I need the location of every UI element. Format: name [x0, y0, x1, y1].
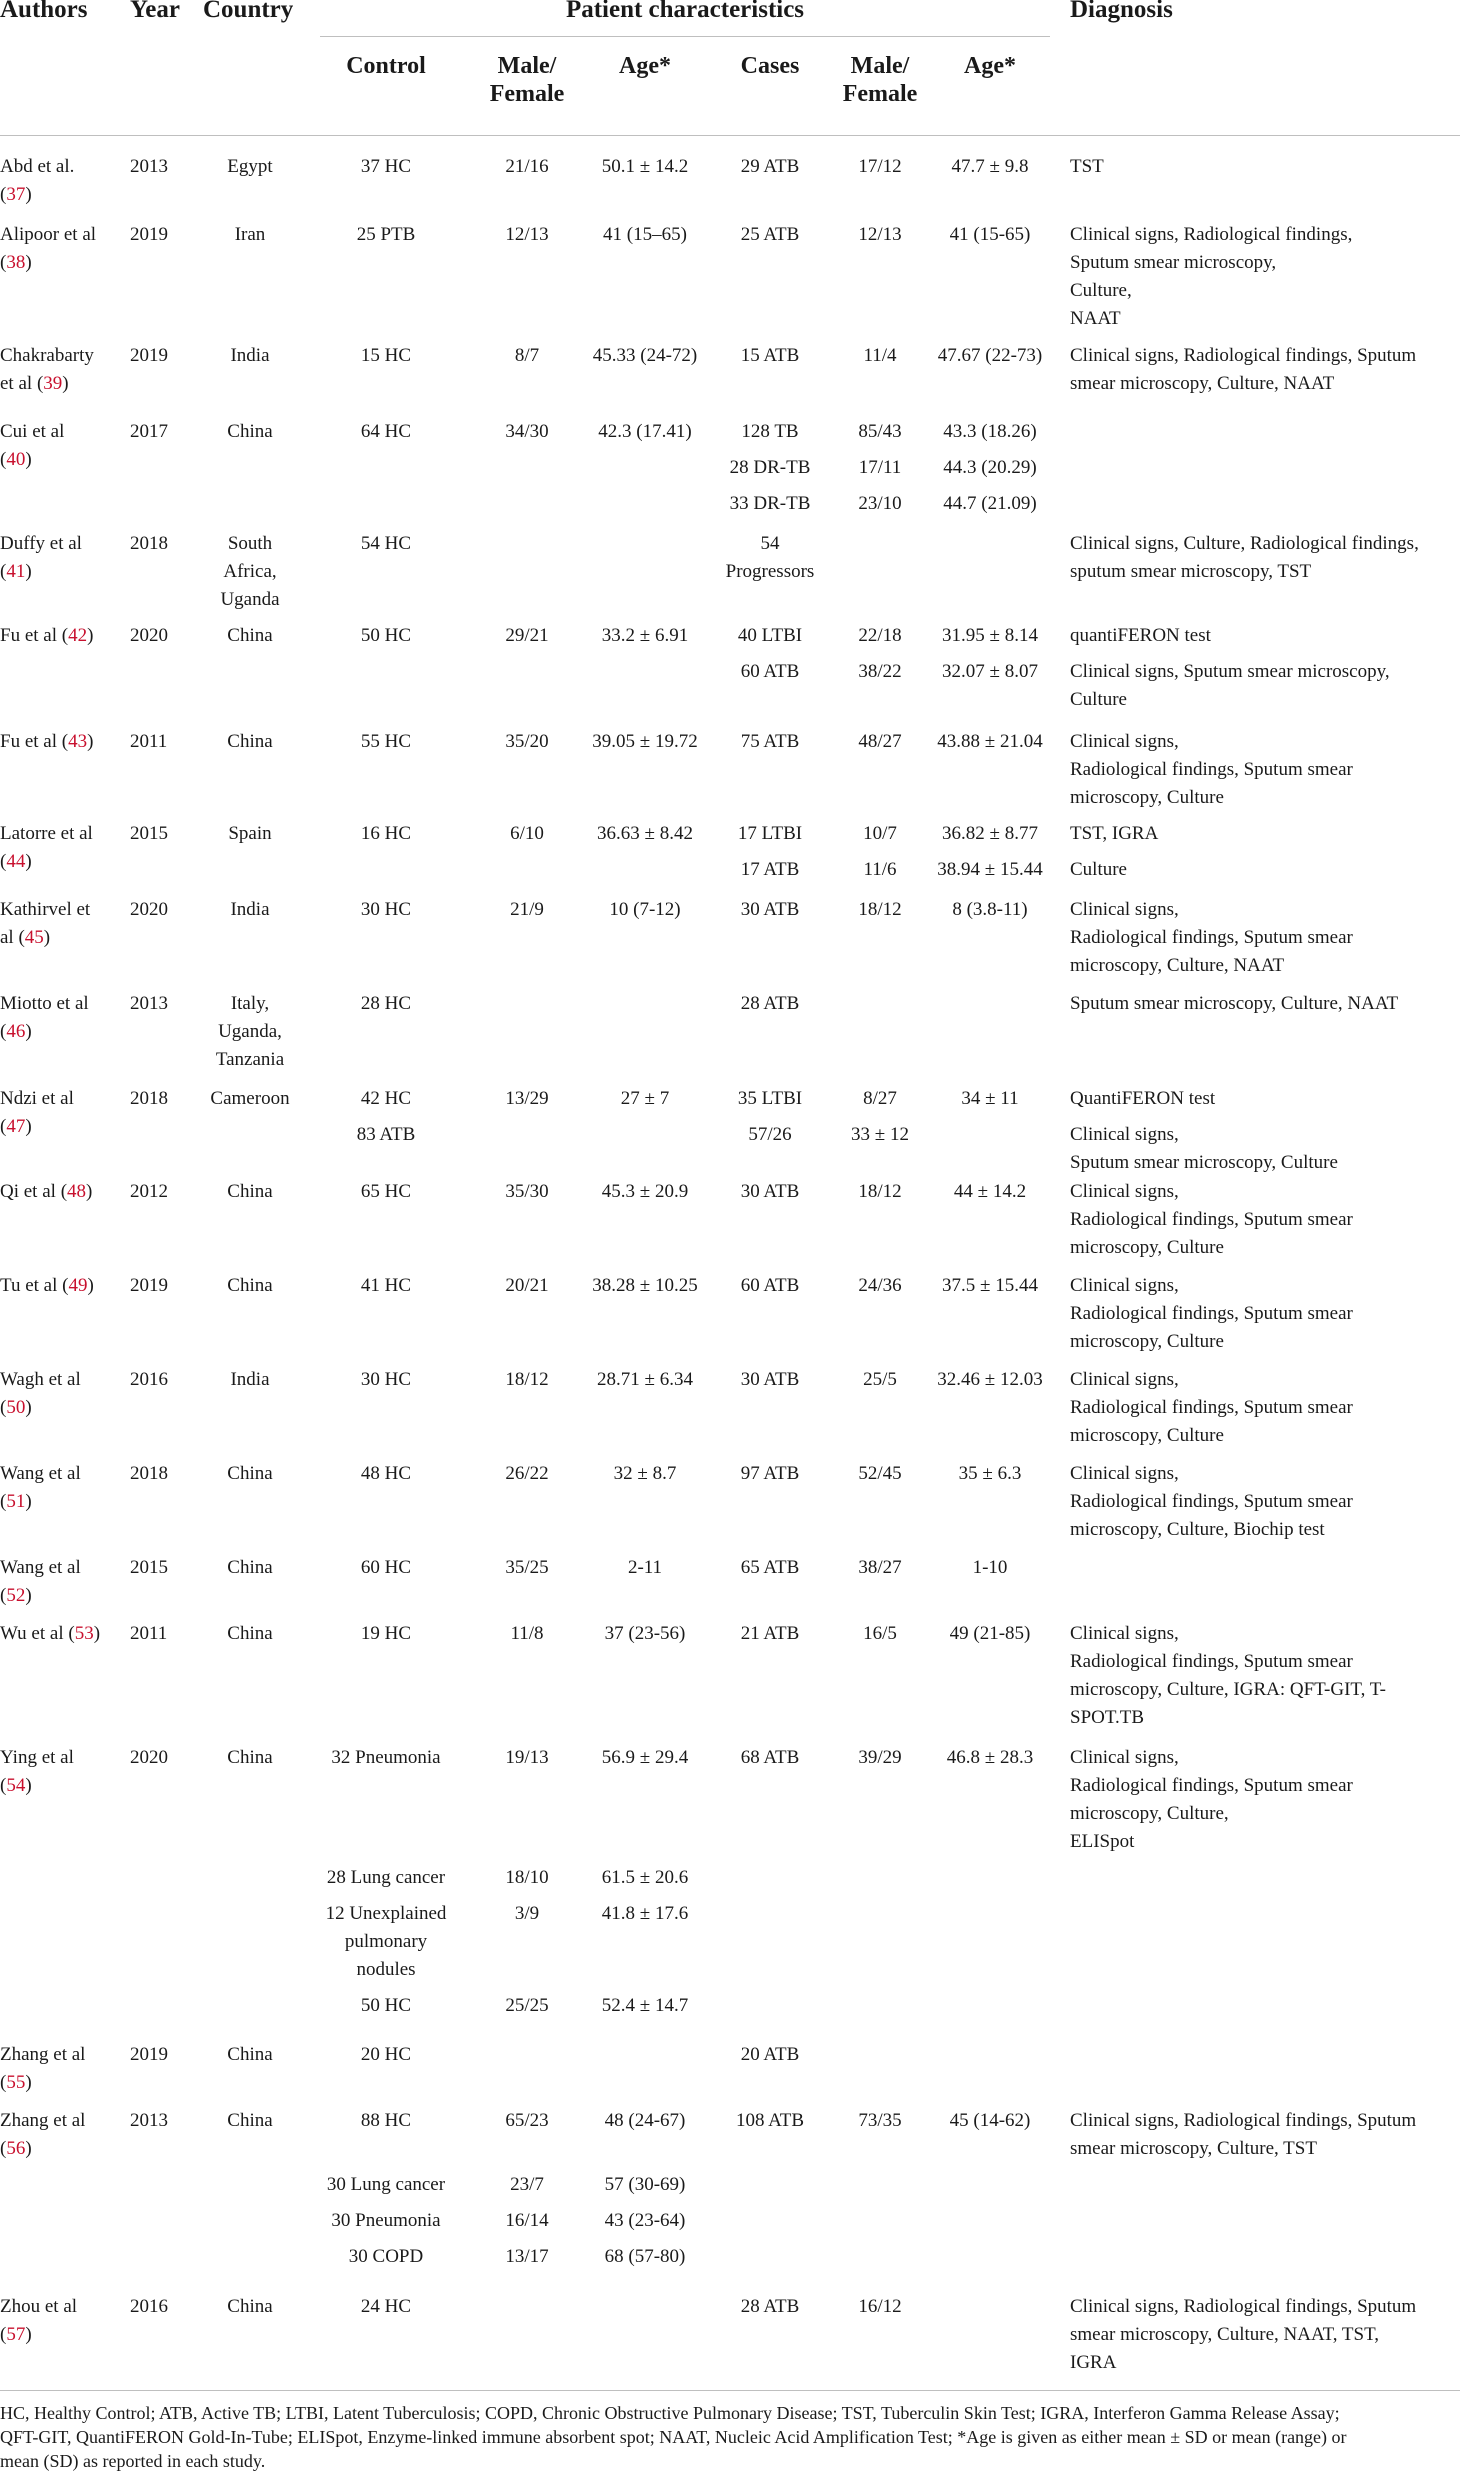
- control-sex-cell: 18/10: [505, 1867, 549, 1888]
- year-cell: 2019: [130, 2044, 168, 2065]
- control-sex-cell: 65/23: [505, 2110, 549, 2131]
- year-cell: 2019: [130, 345, 168, 366]
- author-cell: Wagh et al (50): [0, 1369, 81, 1418]
- country-cell: China: [227, 1181, 273, 1202]
- country-cell: China: [227, 1463, 273, 1484]
- cases-sex-cell: 18/12: [858, 899, 902, 920]
- cases-cell: 65 ATB: [740, 1557, 800, 1578]
- author-cell: Cui et al (40): [0, 421, 65, 470]
- author-cell: Kathirvel et al (45): [0, 899, 91, 948]
- footnote-line: HC, Healthy Control; ATB, Active TB; LTBI, Latent Tuberculosis; COPD, Chronic Obstructive Pulmonary Disease; TST, Tuberculin Skin Test; IGRA, Interferon Gamma Release Assay;: [0, 2403, 1340, 2423]
- control-age-cell: 48 (24-67): [604, 2110, 686, 2131]
- control-cell: 24 HC: [360, 2296, 412, 2317]
- year-cell: 2012: [130, 1181, 168, 1202]
- diagnosis-cell: Clinical signs, Radiological findings, Sputum smear microscopy, Culture, NAAT: [1070, 899, 1353, 976]
- control-age-cell: 57 (30-69): [604, 2174, 686, 2195]
- control-cell: 16 HC: [360, 823, 412, 844]
- cases-cell: 17 ATB: [740, 859, 800, 880]
- cases-cell: 28 DR-TB: [729, 457, 811, 478]
- cases-age-cell: 44.7 (21.09): [943, 493, 1037, 514]
- diagnosis-cell: Clinical signs, Radiological findings, Sputum smear microscopy, Culture, NAAT: [1070, 224, 1353, 329]
- diagnosis-cell: Clinical signs, Radiological findings, Sputum smear microscopy, Culture, TST: [1070, 2110, 1417, 2159]
- author-name: Tu et al: [0, 1275, 58, 1296]
- control-cell: 30 Lung cancer: [326, 2174, 446, 2195]
- subheader-male-female-cases: Male/ Female: [842, 53, 918, 107]
- cases-age-cell: 43.3 (18.26): [943, 421, 1037, 442]
- cases-sex-cell: 16/12: [858, 2296, 902, 2317]
- author-cell: Ndzi et al (47): [0, 1088, 74, 1137]
- control-sex-cell: 12/13: [505, 224, 549, 245]
- cases-age-cell: 46.8 ± 28.3: [946, 1747, 1034, 1768]
- cases-age-cell: 31.95 ± 8.14: [942, 625, 1038, 646]
- cases-cell: 17 LTBI: [737, 823, 803, 844]
- control-age-cell: 10 (7-12): [609, 899, 681, 920]
- cases-cell: 128 TB: [741, 421, 799, 442]
- reference-link[interactable]: 38: [6, 252, 26, 273]
- reference-link[interactable]: 54: [6, 1775, 26, 1796]
- control-cell: 30 HC: [360, 899, 412, 920]
- author-name: Qi et al: [0, 1181, 56, 1202]
- author-name: Alipoor et al: [0, 224, 97, 245]
- control-sex-cell: 23/7: [510, 2174, 544, 2195]
- diagnosis-cell: Culture: [1070, 859, 1127, 880]
- cases-cell: 33 DR-TB: [729, 493, 811, 514]
- author-cell: Zhang et al (56): [0, 2110, 86, 2159]
- control-cell: 50 HC: [360, 625, 412, 646]
- cases-age-cell: 44.3 (20.29): [943, 457, 1037, 478]
- control-cell: 32 Pneumonia: [331, 1747, 441, 1768]
- country-cell: China: [227, 625, 273, 646]
- cases-age-cell: 41 (15-65): [949, 224, 1031, 245]
- author-name: Zhang et al: [0, 2110, 86, 2131]
- control-age-cell: 41 (15–65): [603, 224, 687, 245]
- control-age-cell: 36.63 ± 8.42: [597, 823, 693, 844]
- country-cell: China: [227, 1557, 273, 1578]
- cases-age-cell: 36.82 ± 8.77: [942, 823, 1038, 844]
- cases-age-cell: 47.7 ± 9.8: [951, 156, 1029, 177]
- control-age-cell: 56.9 ± 29.4: [601, 1747, 689, 1768]
- control-age-cell: 37 (23-56): [604, 1623, 686, 1644]
- year-cell: 2015: [130, 1557, 168, 1578]
- cases-cell: 57/26: [748, 1124, 792, 1145]
- reference-link[interactable]: 48: [67, 1181, 87, 1202]
- author-cell: Fu et al (42): [0, 625, 94, 646]
- cases-age-cell: 32.07 ± 8.07: [942, 661, 1038, 682]
- cases-cell: 75 ATB: [740, 731, 800, 752]
- year-cell: 2016: [130, 2296, 168, 2317]
- country-cell: China: [227, 2110, 273, 2131]
- year-cell: 2018: [130, 533, 168, 554]
- reference-link[interactable]: 41: [6, 561, 26, 582]
- cases-sex-cell: 52/45: [858, 1463, 902, 1484]
- author-name: Wu et al: [0, 1623, 64, 1644]
- subheader-male-female-control: Male/ Female: [489, 53, 565, 107]
- country-cell: China: [227, 1747, 273, 1768]
- control-sex-cell: 3/9: [514, 1903, 540, 1924]
- reference-link[interactable]: 50: [6, 1397, 26, 1418]
- author-name: Fu et al: [0, 625, 57, 646]
- control-cell: 30 Pneumonia: [331, 2210, 441, 2231]
- control-cell: 28 HC: [360, 993, 412, 1014]
- control-age-cell: 68 (57-80): [604, 2246, 686, 2267]
- author-name: Wang et al: [0, 1557, 81, 1578]
- author-name: Wang et al: [0, 1463, 81, 1484]
- author-name: al: [0, 927, 14, 948]
- cases-age-cell: 47.67 (22-73): [937, 345, 1043, 366]
- reference-link[interactable]: 37: [6, 184, 26, 205]
- diagnosis-cell: Clinical signs, Sputum smear microscopy, Culture: [1070, 661, 1390, 710]
- header-rule: [0, 135, 1460, 136]
- cases-age-cell: 32.46 ± 12.03: [937, 1369, 1043, 1390]
- cases-cell: 29 ATB: [740, 156, 800, 177]
- diagnosis-cell: Clinical signs, Radiological findings, Sputum smear microscopy, Culture: [1070, 731, 1353, 808]
- cases-sex-cell: 22/18: [858, 625, 902, 646]
- control-age-cell: 45.3 ± 20.9: [601, 1181, 689, 1202]
- reference-link[interactable]: 52: [6, 1585, 26, 1606]
- diagnosis-cell: Sputum smear microscopy, Culture, NAAT: [1070, 993, 1399, 1014]
- control-cell: 20 HC: [360, 2044, 412, 2065]
- control-sex-cell: 6/10: [510, 823, 544, 844]
- reference-link[interactable]: 44: [6, 851, 26, 872]
- cases-cell: 68 ATB: [740, 1747, 800, 1768]
- cases-cell: 40 LTBI: [737, 625, 803, 646]
- control-sex-cell: 21/16: [505, 156, 549, 177]
- year-cell: 2016: [130, 1369, 168, 1390]
- header-patient-characteristics: Patient characteristics: [565, 0, 805, 23]
- country-cell: South Africa, Uganda: [220, 533, 280, 610]
- control-sex-cell: 25/25: [505, 1995, 549, 2016]
- cases-sex-cell: 23/10: [858, 493, 902, 514]
- control-sex-cell: 20/21: [505, 1275, 549, 1296]
- author-cell: Latorre et al (44): [0, 823, 93, 872]
- control-cell: 42 HC: [360, 1088, 412, 1109]
- author-name: Fu et al: [0, 731, 57, 752]
- diagnosis-cell: Clinical signs, Radiological findings, Sputum smear microscopy, Culture, Biochip test: [1070, 1463, 1353, 1540]
- control-sex-cell: 29/21: [505, 625, 549, 646]
- cases-sex-cell: 25/5: [863, 1369, 897, 1390]
- control-age-cell: 61.5 ± 20.6: [601, 1867, 689, 1888]
- author-cell: Miotto et al (46): [0, 993, 89, 1042]
- country-cell: China: [227, 2044, 273, 2065]
- header-country: Country: [203, 0, 294, 23]
- year-cell: 2015: [130, 823, 168, 844]
- cases-sex-cell: 39/29: [858, 1747, 902, 1768]
- control-cell: 54 HC: [360, 533, 412, 554]
- control-cell: 28 Lung cancer: [326, 1867, 446, 1888]
- author-name: Zhang et al: [0, 2044, 86, 2065]
- cases-sex-cell: 24/36: [858, 1275, 902, 1296]
- year-cell: 2020: [130, 1747, 168, 1768]
- control-cell: 25 PTB: [356, 224, 416, 245]
- country-cell: Spain: [228, 823, 272, 844]
- control-sex-cell: 35/20: [505, 731, 549, 752]
- country-cell: India: [230, 345, 270, 366]
- control-age-cell: 43 (23-64): [604, 2210, 686, 2231]
- year-cell: 2017: [130, 421, 168, 442]
- diagnosis-cell: QuantiFERON test: [1070, 1088, 1216, 1109]
- cases-sex-cell: 8/27: [863, 1088, 897, 1109]
- country-cell: China: [227, 1623, 273, 1644]
- cases-cell: 97 ATB: [740, 1463, 800, 1484]
- cases-age-cell: 49 (21-85): [949, 1623, 1031, 1644]
- author-name: Ying et al: [0, 1747, 74, 1768]
- year-cell: 2011: [130, 731, 168, 752]
- cases-cell: 30 ATB: [740, 1181, 800, 1202]
- table-bottom-rule: [0, 2390, 1460, 2391]
- cases-cell: 28 ATB: [740, 993, 800, 1014]
- year-cell: 2019: [130, 224, 168, 245]
- control-cell: 60 HC: [360, 1557, 412, 1578]
- subheader-cases: Cases: [740, 53, 800, 79]
- cases-cell: 25 ATB: [740, 224, 800, 245]
- control-cell: 12 Unexplained pulmonary nodules: [325, 1903, 447, 1980]
- diagnosis-cell: Clinical signs, Radiological findings, Sputum smear microscopy, Culture: [1070, 1275, 1353, 1352]
- cases-age-cell: 1-10: [972, 1557, 1008, 1578]
- author-name: Duffy et al: [0, 533, 82, 554]
- cases-cell: 15 ATB: [740, 345, 800, 366]
- diagnosis-cell: Clinical signs, Radiological findings, Sputum smear microscopy, Culture, NAAT: [1070, 345, 1417, 394]
- cases-sex-cell: 18/12: [858, 1181, 902, 1202]
- cases-age-cell: 8 (3.8-11): [952, 899, 1028, 920]
- control-sex-cell: 11/8: [510, 1623, 544, 1644]
- reference-link[interactable]: 39: [43, 373, 63, 394]
- cases-age-cell: 35 ± 6.3: [958, 1463, 1022, 1484]
- footnote-line: mean (SD) as reported in each study.: [0, 2451, 266, 2471]
- year-cell: 2013: [130, 2110, 168, 2131]
- diagnosis-cell: TST: [1070, 156, 1104, 177]
- footnote-line: QFT-GIT, QuantiFERON Gold-In-Tube; ELISpot, Enzyme-linked immune absorbent spot; NAAT, Nucleic Acid Amplification Test; *Age is given as either mean ± SD or mean (range) or: [0, 2427, 1347, 2447]
- country-cell: China: [227, 2296, 273, 2317]
- reference-link[interactable]: 55: [6, 2072, 26, 2093]
- header-year: Year: [130, 0, 180, 23]
- control-cell: 83 ATB: [356, 1124, 416, 1145]
- country-cell: India: [230, 1369, 270, 1390]
- year-cell: 2019: [130, 1275, 168, 1296]
- diagnosis-cell: Clinical signs, Radiological findings, Sputum smear microscopy, Culture: [1070, 1369, 1353, 1446]
- country-cell: Egypt: [227, 156, 273, 177]
- author-name: Latorre et al: [0, 823, 93, 844]
- cases-cell: 54 Progressors: [725, 533, 815, 582]
- reference-link[interactable]: 43: [68, 731, 88, 752]
- author-name: Kathirvel et: [0, 899, 91, 920]
- cases-sex-cell: 48/27: [858, 731, 902, 752]
- cases-sex-cell: 33 ± 12: [851, 1124, 909, 1145]
- author-name: Chakrabarty: [0, 345, 94, 366]
- control-cell: 64 HC: [360, 421, 412, 442]
- year-cell: 2018: [130, 1088, 168, 1109]
- control-age-cell: 2-11: [627, 1557, 663, 1578]
- header-diagnosis: Diagnosis: [1070, 0, 1173, 23]
- diagnosis-cell: Clinical signs, Radiological findings, Sputum smear microscopy, Culture, IGRA: QFT-GIT, T- SPOT.TB: [1070, 1623, 1386, 1728]
- cases-sex-cell: 16/5: [863, 1623, 897, 1644]
- author-cell: Abd et al. (37): [0, 156, 75, 205]
- control-age-cell: 41.8 ± 17.6: [601, 1903, 689, 1924]
- control-sex-cell: 8/7: [514, 345, 540, 366]
- author-cell: Zhou et al (57): [0, 2296, 78, 2345]
- author-name: Miotto et al: [0, 993, 89, 1014]
- cases-age-cell: 38.94 ± 15.44: [937, 859, 1043, 880]
- year-cell: 2020: [130, 899, 168, 920]
- header-group-rule: [320, 36, 1050, 37]
- control-age-cell: 38.28 ± 10.25: [592, 1275, 698, 1296]
- diagnosis-cell: Clinical signs, Radiological findings, Sputum smear microscopy, Culture, NAAT, TST, IGRA: [1070, 2296, 1417, 2373]
- cases-cell: 60 ATB: [740, 661, 800, 682]
- subheader-control: Control: [346, 53, 426, 79]
- cases-cell: 28 ATB: [740, 2296, 800, 2317]
- subheader-age-cases: Age*: [964, 53, 1016, 79]
- control-cell: 88 HC: [360, 2110, 412, 2131]
- author-cell: Ying et al (54): [0, 1747, 74, 1796]
- year-cell: 2013: [130, 993, 168, 1014]
- cases-cell: 21 ATB: [740, 1623, 800, 1644]
- cases-age-cell: 45 (14-62): [949, 2110, 1031, 2131]
- author-cell: Fu et al (43): [0, 731, 94, 752]
- author-name: et al: [0, 373, 33, 394]
- year-cell: 2011: [130, 1623, 168, 1644]
- country-cell: India: [230, 899, 270, 920]
- control-sex-cell: 26/22: [505, 1463, 549, 1484]
- control-cell: 41 HC: [360, 1275, 412, 1296]
- cases-sex-cell: 17/12: [858, 156, 902, 177]
- year-cell: 2018: [130, 1463, 168, 1484]
- author-name: Abd et al.: [0, 156, 75, 177]
- author-cell: Wang et al (52): [0, 1557, 81, 1606]
- reference-link[interactable]: 53: [74, 1623, 94, 1644]
- control-cell: 48 HC: [360, 1463, 412, 1484]
- country-cell: China: [227, 731, 273, 752]
- cases-cell: 108 ATB: [735, 2110, 805, 2131]
- reference-link[interactable]: 51: [6, 1491, 26, 1512]
- control-age-cell: 52.4 ± 14.7: [601, 1995, 689, 2016]
- reference-link[interactable]: 45: [24, 927, 44, 948]
- diagnosis-cell: quantiFERON test: [1070, 625, 1211, 646]
- author-cell: Zhang et al (55): [0, 2044, 86, 2093]
- control-cell: 19 HC: [360, 1623, 412, 1644]
- cases-sex-cell: 38/27: [858, 1557, 902, 1578]
- subheader-age-control: Age*: [619, 53, 671, 79]
- reference-link[interactable]: 47: [6, 1116, 26, 1137]
- control-sex-cell: 16/14: [505, 2210, 549, 2231]
- control-cell: 37 HC: [360, 156, 412, 177]
- control-sex-cell: 18/12: [505, 1369, 549, 1390]
- reference-link[interactable]: 57: [6, 2324, 26, 2345]
- control-age-cell: 50.1 ± 14.2: [601, 156, 689, 177]
- control-cell: 30 COPD: [348, 2246, 424, 2267]
- control-age-cell: 33.2 ± 6.91: [601, 625, 689, 646]
- control-sex-cell: 21/9: [510, 899, 544, 920]
- cases-sex-cell: 85/43: [858, 421, 902, 442]
- control-sex-cell: 19/13: [505, 1747, 549, 1768]
- control-cell: 50 HC: [360, 1995, 412, 2016]
- year-cell: 2020: [130, 625, 168, 646]
- control-sex-cell: 34/30: [505, 421, 549, 442]
- country-cell: China: [227, 1275, 273, 1296]
- control-cell: 30 HC: [360, 1369, 412, 1390]
- cases-age-cell: 37.5 ± 15.44: [942, 1275, 1038, 1296]
- reference-link[interactable]: 46: [6, 1021, 26, 1042]
- control-sex-cell: 35/25: [505, 1557, 549, 1578]
- control-age-cell: 32 ± 8.7: [613, 1463, 677, 1484]
- control-sex-cell: 13/17: [505, 2246, 549, 2267]
- author-name: Cui et al: [0, 421, 65, 442]
- author-cell: Duffy et al (41): [0, 533, 82, 582]
- cases-cell: 35 LTBI: [737, 1088, 803, 1109]
- control-cell: 55 HC: [360, 731, 412, 752]
- cases-age-cell: 44 ± 14.2: [953, 1181, 1027, 1202]
- reference-link[interactable]: 40: [6, 449, 26, 470]
- control-cell: 15 HC: [360, 345, 412, 366]
- cases-sex-cell: 38/22: [858, 661, 902, 682]
- author-cell: Wu et al (53): [0, 1623, 101, 1644]
- year-cell: 2013: [130, 156, 168, 177]
- cases-sex-cell: 17/11: [858, 457, 902, 478]
- control-age-cell: 27 ± 7: [620, 1088, 670, 1109]
- author-cell: Qi et al (48): [0, 1181, 93, 1202]
- author-cell: Wang et al (51): [0, 1463, 81, 1512]
- diagnosis-cell: Clinical signs, Radiological findings, Sputum smear microscopy, Culture: [1070, 1181, 1353, 1258]
- control-sex-cell: 35/30: [505, 1181, 549, 1202]
- country-cell: Italy, Uganda, Tanzania: [215, 993, 285, 1070]
- cases-age-cell: 43.88 ± 21.04: [937, 731, 1043, 752]
- country-cell: Cameroon: [210, 1088, 290, 1109]
- cases-sex-cell: 11/4: [863, 345, 897, 366]
- control-age-cell: 39.05 ± 19.72: [592, 731, 698, 752]
- cases-sex-cell: 10/7: [863, 823, 897, 844]
- control-age-cell: 28.71 ± 6.34: [597, 1369, 693, 1390]
- diagnosis-cell: TST, IGRA: [1070, 823, 1159, 844]
- cases-cell: 20 ATB: [740, 2044, 800, 2065]
- diagnosis-cell: Clinical signs, Radiological findings, Sputum smear microscopy, Culture, ELISpot: [1070, 1747, 1353, 1852]
- reference-link[interactable]: 42: [68, 625, 88, 646]
- control-age-cell: 42.3 (17.41): [598, 421, 692, 442]
- cases-cell: 30 ATB: [740, 1369, 800, 1390]
- reference-link[interactable]: 56: [6, 2138, 26, 2159]
- diagnosis-cell: Clinical signs, Sputum smear microscopy, Culture: [1070, 1124, 1338, 1173]
- author-name: Ndzi et al: [0, 1088, 74, 1109]
- author-cell: Alipoor et al (38): [0, 224, 97, 273]
- cases-sex-cell: 12/13: [858, 224, 902, 245]
- country-cell: Iran: [234, 224, 266, 245]
- control-age-cell: 45.33 (24-72): [592, 345, 698, 366]
- author-name: Wagh et al: [0, 1369, 81, 1390]
- cases-cell: 30 ATB: [740, 899, 800, 920]
- author-cell: Chakrabarty et al (39): [0, 345, 94, 394]
- author-name: Zhou et al: [0, 2296, 78, 2317]
- author-cell: Tu et al (49): [0, 1275, 94, 1296]
- cases-sex-cell: 11/6: [863, 859, 897, 880]
- reference-link[interactable]: 49: [68, 1275, 88, 1296]
- control-sex-cell: 13/29: [505, 1088, 549, 1109]
- header-authors: Authors: [0, 0, 88, 23]
- cases-age-cell: 34 ± 11: [961, 1088, 1019, 1109]
- diagnosis-cell: Clinical signs, Culture, Radiological findings, sputum smear microscopy, TST: [1070, 533, 1419, 582]
- cases-cell: 60 ATB: [740, 1275, 800, 1296]
- cases-sex-cell: 73/35: [858, 2110, 902, 2131]
- control-cell: 65 HC: [360, 1181, 412, 1202]
- country-cell: China: [227, 421, 273, 442]
